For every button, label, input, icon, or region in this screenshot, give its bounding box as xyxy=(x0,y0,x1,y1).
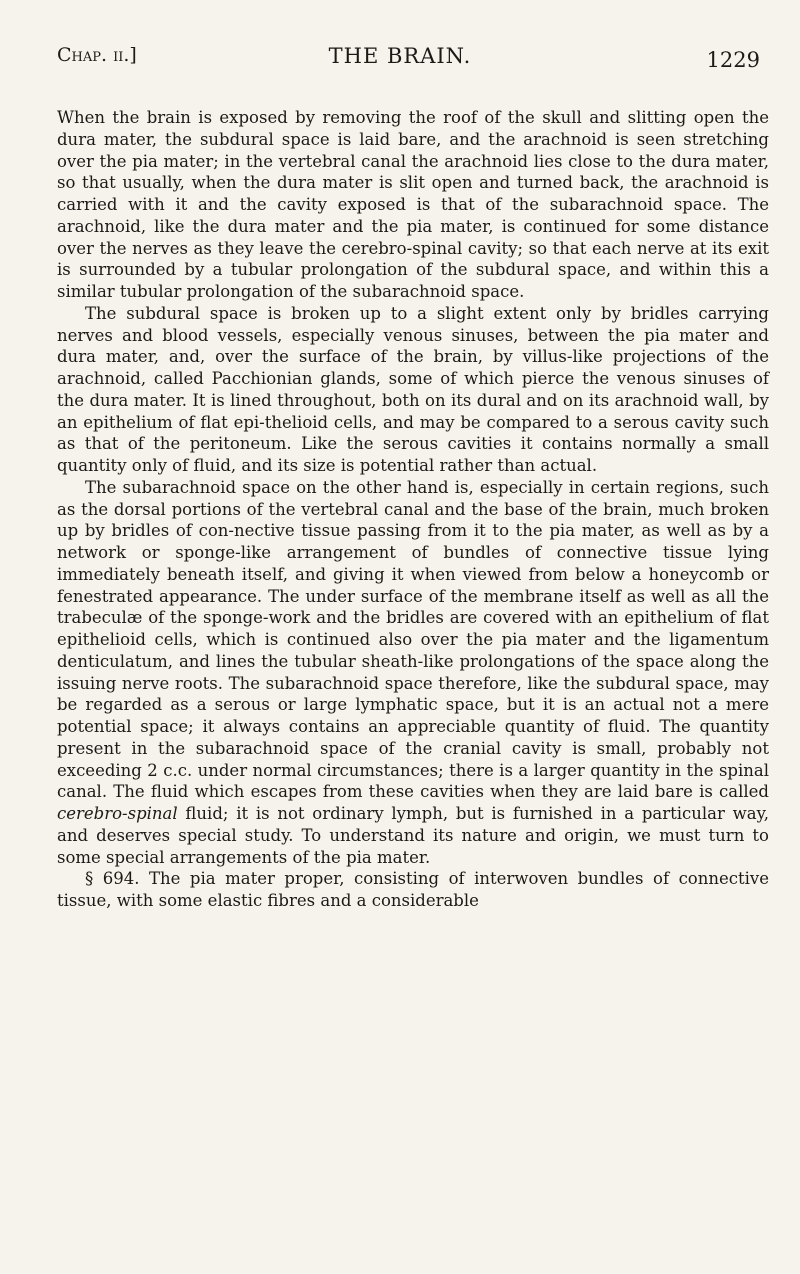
body-text xyxy=(57,107,769,912)
chapter-label: Chap. ii.] xyxy=(57,44,137,66)
paragraph-3 xyxy=(57,477,769,869)
italic-term: cerebro-spinal xyxy=(57,804,178,823)
paragraph-2: The subdural space is broken up to a slight extent only by bridles carrying nerves and blood vessels, especially venous sinuses, between the pia mater and dura mater, and, over the surface of the brain, by villus-like projections of the arachnoid, called Pacchionian glands, some of which pierce the venous sinuses of the dura mater. It is lined throughout, both on its dural and on its arachnoid wall, by an epithelium of flat epi-thelioid cells, and may be compared to a serous cavity such as that of the peritoneum. Like the serous cavities it contains normally a small quantity only of fluid, and its size is potential rather than actual. xyxy=(57,303,769,475)
paragraph-1: When the brain is exposed by removing the roof of the skull and slitting open the dura mater, the subdural space is laid bare, and the arachnoid is seen stretching over the pia mater; in the vertebral canal the arachnoid lies close to the dura mater, so that usually, when the dura mater is slit open and turned back, the arachnoid is carried with it and the cavity exposed is that of the subarachnoid space. The arachnoid, like the dura mater and the pia mater, is continued for some distance over the nerves as they leave the cerebro-spinal cavity; so that each nerve at its exit is surrounded by a tubular prolongation of the subdural space, and within this a similar tubular prolongation of the subarachnoid space. xyxy=(57,108,769,301)
page-number: 1229 xyxy=(706,48,760,72)
paragraph-3-text-start: The subarachnoid space on the other hand is, especially in certain regions, such as the dorsal portions of the vertebral canal and the base of the brain, much broken up by bridles of con-nective tissue passing from it to the pia mater, as well as by a network or sponge-like arrangement of bundles of connective tissue lying immediately beneath itself, and giving it when viewed from below a honeycomb or fenestrated appearance. The under surface of the membrane itself as well as all the trabeculæ of the sponge-work and the bridles are covered with an epithelium of flat epithelioid cells, which is continued also over the pia mater and the ligamentum denticulatum, and lines the tubular sheath-like prolongations of the space along the issuing nerve roots. The subarachnoid space therefore, like the subdural space, may be regarded as a serous or large lymphatic space, but it is an actual not a mere potential space; it always contains an appreciable quantity of fluid. The quantity present in the subarachnoid space of the cranial cavity is small, probably not exceeding 2 c.c. under normal circumstances; there is a larger quantity in the spinal canal. The fluid which escapes from these cavities when they are laid bare is called xyxy=(57,477,769,802)
page-header xyxy=(0,0,800,80)
paragraph-3-text-end: fluid; it is not ordinary lymph, but is furnished in a particular way, and deserves special study. To understand its nature and origin, we must turn to some special arrangements of the pia mater. xyxy=(57,804,769,867)
paragraph-4-section-694: § 694. The pia mater proper, consisting of interwoven bundles of connective tissue, with some elastic fibres and a considerable xyxy=(57,869,769,910)
running-title: THE BRAIN. xyxy=(328,44,472,68)
